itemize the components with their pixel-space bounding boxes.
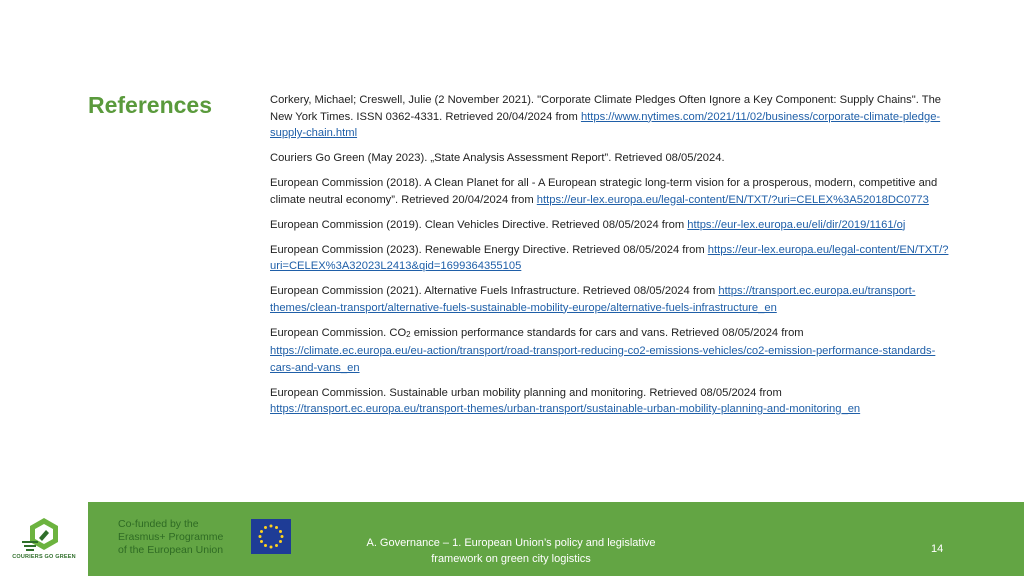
references-list xyxy=(270,92,950,426)
co2-subscript: 2 xyxy=(406,329,411,339)
cofund-line: Erasmus+ Programme xyxy=(118,531,224,543)
reference-text-start: European Commission. CO xyxy=(270,326,407,339)
reference-text: European Commission (2019). Clean Vehicles Directive. Retrieved 08/05/2024 from xyxy=(270,218,688,231)
reference-text: emission performance standards for cars and vans. Retrieved 08/05/2024 from xyxy=(410,326,804,339)
footer-bar xyxy=(88,502,1024,576)
footer-section-title: A. Governance – 1. European Union’s policy and legislative framework on green city logistics xyxy=(366,537,656,565)
reference-item xyxy=(270,92,950,142)
reference-text: Corkery, Michael; Creswell, Julie (2 November 2021). "Corporate Climate Pledges Often Ignore a Key Component: Supply Chains". The New York Times. ISSN 0362-4331. Retrieved 20/04/2024 from xyxy=(270,94,942,123)
cofund-line: of the European Union xyxy=(118,544,224,556)
reference-link[interactable]: https://transport.ec.europa.eu/transport-themes/urban-transport/sustainable-urban-mobility-planning-and-monitoring_en xyxy=(270,403,861,415)
reference-link[interactable]: https://eur-lex.europa.eu/eli/dir/2019/1161/oj xyxy=(687,218,906,231)
reference-text: European Commission (2018). A Clean Planet for all - A European strategic long-term vision for a prosperous, modern, competitive and climate neutral economy”. Retrieved 20/04/2024 from xyxy=(270,177,938,206)
eu-flag-icon xyxy=(251,519,291,554)
reference-text: European Commission. Sustainable urban mobility planning and monitoring. Retrieved 08/05/2024 from xyxy=(270,386,782,399)
reference-item xyxy=(270,325,950,377)
reference-link[interactable]: https://transport.ec.europa.eu/transport-themes/clean-transport/alternative-fuels-sustainable-mobility-europe/alternative-fuels-infrastructure_en xyxy=(270,285,916,314)
reference-item xyxy=(270,150,950,167)
reference-text: Couriers Go Green (May 2023). „State Analysis Assessment Report”. Retrieved 08/05/2024. xyxy=(270,152,725,164)
reference-link[interactable]: https://eur-lex.europa.eu/legal-content/EN/TXT/?uri=CELEX%3A32023L2413&qid=1699364355105 xyxy=(270,243,949,272)
reference-link[interactable]: https://www.nytimes.com/2021/11/02/business/corporate-climate-pledge-supply-chain.html xyxy=(270,110,941,139)
reference-item xyxy=(270,217,950,234)
reference-text: European Commission (2023). Renewable Energy Directive. Retrieved 08/05/2024 from xyxy=(270,243,708,256)
reference-item xyxy=(270,283,950,316)
reference-link[interactable]: https://climate.ec.europa.eu/eu-action/transport/road-transport-reducing-co2-emissions-vehicles/co2-emission-performance-standards-cars-and-vans_en xyxy=(270,345,936,374)
reference-item xyxy=(270,242,950,275)
reference-link[interactable]: https://eur-lex.europa.eu/legal-content/EN/TXT/?uri=CELEX%3A52018DC0773 xyxy=(536,193,929,206)
page-title: References xyxy=(88,92,213,118)
cofund-text xyxy=(118,518,238,557)
logo-caption: COURIERS GO GREEN xyxy=(12,554,76,560)
reference-item xyxy=(270,385,950,418)
page-number: 14 xyxy=(931,543,944,555)
footer xyxy=(0,502,1024,576)
reference-text: European Commission (2021). Alternative Fuels Infrastructure. Retrieved 08/05/2024 from xyxy=(270,285,719,297)
reference-item xyxy=(270,175,950,208)
couriers-go-green-logo-icon xyxy=(8,512,80,572)
cofund-line: Co-funded by the xyxy=(118,518,199,530)
